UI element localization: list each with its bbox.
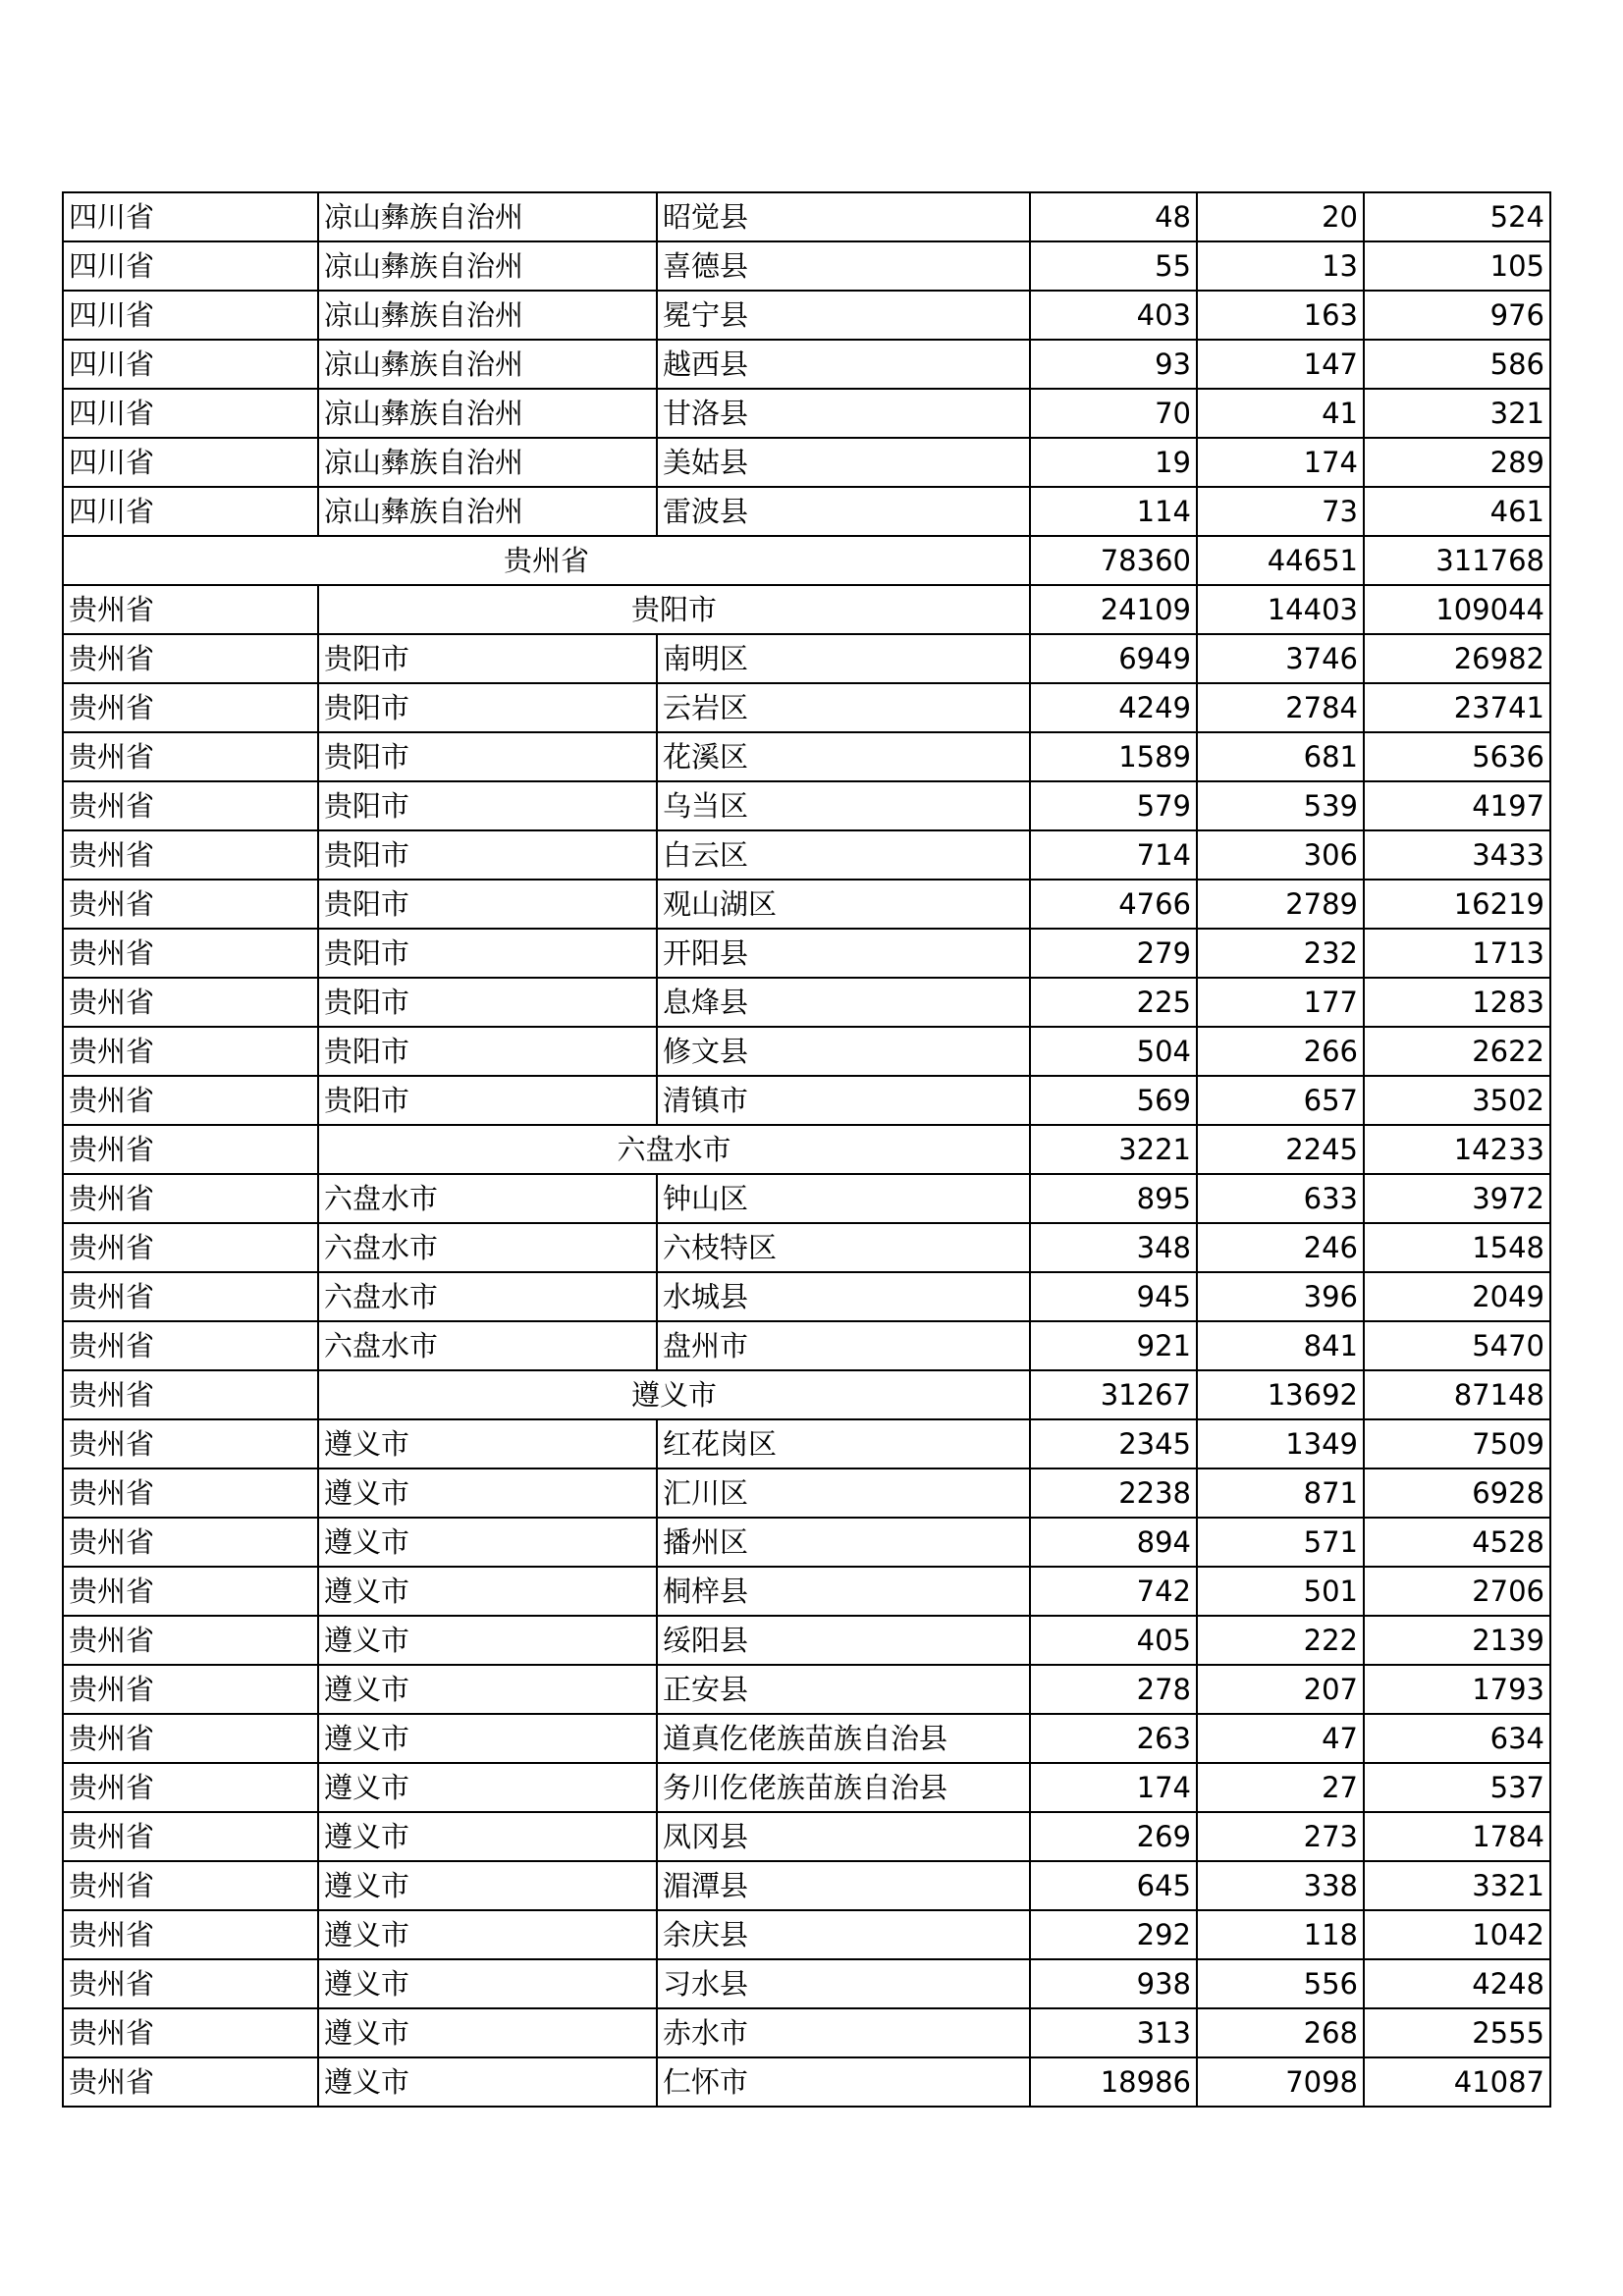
table-row bbox=[63, 1419, 1550, 1468]
value-cell-2: 871 bbox=[1197, 1468, 1364, 1518]
city-cell: 遵义市 bbox=[318, 1567, 657, 1616]
value-cell-2: 20 bbox=[1197, 192, 1364, 241]
city-cell: 遵义市 bbox=[318, 1714, 657, 1763]
city-cell: 遵义市 bbox=[318, 1910, 657, 1959]
value-cell-2: 174 bbox=[1197, 438, 1364, 487]
value-cell-1: 24109 bbox=[1030, 585, 1197, 634]
value-cell-3: 537 bbox=[1364, 1763, 1550, 1812]
county-cell: 南明区 bbox=[657, 634, 1030, 683]
value-cell-2: 177 bbox=[1197, 978, 1364, 1027]
value-cell-3: 2139 bbox=[1364, 1616, 1550, 1665]
county-cell: 白云区 bbox=[657, 830, 1030, 880]
province-cell: 四川省 bbox=[63, 192, 318, 241]
city-cell: 遵义市 bbox=[318, 1763, 657, 1812]
county-cell: 乌当区 bbox=[657, 781, 1030, 830]
table-body bbox=[63, 192, 1550, 2107]
table-row bbox=[63, 340, 1550, 389]
value-cell-1: 225 bbox=[1030, 978, 1197, 1027]
county-cell: 美姑县 bbox=[657, 438, 1030, 487]
value-cell-1: 3221 bbox=[1030, 1125, 1197, 1174]
value-cell-1: 405 bbox=[1030, 1616, 1197, 1665]
value-cell-1: 579 bbox=[1030, 781, 1197, 830]
county-cell: 汇川区 bbox=[657, 1468, 1030, 1518]
county-cell: 钟山区 bbox=[657, 1174, 1030, 1223]
value-cell-1: 93 bbox=[1030, 340, 1197, 389]
table-row bbox=[63, 536, 1550, 585]
province-cell: 四川省 bbox=[63, 487, 318, 536]
county-cell: 水城县 bbox=[657, 1272, 1030, 1321]
value-cell-1: 945 bbox=[1030, 1272, 1197, 1321]
city-cell: 贵阳市 bbox=[318, 781, 657, 830]
county-cell: 正安县 bbox=[657, 1665, 1030, 1714]
value-cell-3: 109044 bbox=[1364, 585, 1550, 634]
province-cell: 贵州省 bbox=[63, 2057, 318, 2107]
value-cell-3: 14233 bbox=[1364, 1125, 1550, 1174]
value-cell-3: 6928 bbox=[1364, 1468, 1550, 1518]
county-cell: 六枝特区 bbox=[657, 1223, 1030, 1272]
value-cell-3: 5636 bbox=[1364, 732, 1550, 781]
province-cell: 贵州省 bbox=[63, 1861, 318, 1910]
value-cell-3: 7509 bbox=[1364, 1419, 1550, 1468]
table-row bbox=[63, 1714, 1550, 1763]
table-row bbox=[63, 634, 1550, 683]
city-cell: 六盘水市 bbox=[318, 1272, 657, 1321]
value-cell-1: 313 bbox=[1030, 2008, 1197, 2057]
city-cell: 遵义市 bbox=[318, 1518, 657, 1567]
county-cell: 仁怀市 bbox=[657, 2057, 1030, 2107]
province-cell: 贵州省 bbox=[63, 1812, 318, 1861]
value-cell-3: 1793 bbox=[1364, 1665, 1550, 1714]
county-cell: 桐梓县 bbox=[657, 1567, 1030, 1616]
province-cell: 贵州省 bbox=[63, 1567, 318, 1616]
province-cell: 四川省 bbox=[63, 389, 318, 438]
value-cell-2: 556 bbox=[1197, 1959, 1364, 2008]
county-cell: 喜德县 bbox=[657, 241, 1030, 291]
value-cell-1: 894 bbox=[1030, 1518, 1197, 1567]
city-cell: 遵义市 bbox=[318, 1665, 657, 1714]
table-row bbox=[63, 732, 1550, 781]
county-cell: 红花岗区 bbox=[657, 1419, 1030, 1468]
value-cell-2: 14403 bbox=[1197, 585, 1364, 634]
county-cell: 清镇市 bbox=[657, 1076, 1030, 1125]
value-cell-3: 4248 bbox=[1364, 1959, 1550, 2008]
province-cell: 四川省 bbox=[63, 241, 318, 291]
county-cell: 习水县 bbox=[657, 1959, 1030, 2008]
table-row bbox=[63, 1665, 1550, 1714]
city-cell: 贵阳市 bbox=[318, 1076, 657, 1125]
city-cell: 六盘水市 bbox=[318, 1223, 657, 1272]
city-cell: 贵阳市 bbox=[318, 732, 657, 781]
county-cell: 甘洛县 bbox=[657, 389, 1030, 438]
value-cell-3: 5470 bbox=[1364, 1321, 1550, 1370]
value-cell-2: 273 bbox=[1197, 1812, 1364, 1861]
county-cell: 务川仡佬族苗族自治县 bbox=[657, 1763, 1030, 1812]
county-cell: 余庆县 bbox=[657, 1910, 1030, 1959]
value-cell-2: 1349 bbox=[1197, 1419, 1364, 1468]
value-cell-1: 921 bbox=[1030, 1321, 1197, 1370]
value-cell-1: 2238 bbox=[1030, 1468, 1197, 1518]
county-cell: 越西县 bbox=[657, 340, 1030, 389]
table-row bbox=[63, 1125, 1550, 1174]
city-cell: 遵义市 bbox=[318, 1812, 657, 1861]
province-cell: 贵州省 bbox=[63, 1370, 318, 1419]
value-cell-3: 586 bbox=[1364, 340, 1550, 389]
city-cell: 贵阳市 bbox=[318, 830, 657, 880]
value-cell-1: 569 bbox=[1030, 1076, 1197, 1125]
province-cell: 贵州省 bbox=[63, 1174, 318, 1223]
value-cell-3: 2555 bbox=[1364, 2008, 1550, 2057]
value-cell-3: 1784 bbox=[1364, 1812, 1550, 1861]
province-cell: 贵州省 bbox=[63, 978, 318, 1027]
value-cell-2: 501 bbox=[1197, 1567, 1364, 1616]
county-cell: 播州区 bbox=[657, 1518, 1030, 1567]
county-cell: 雷波县 bbox=[657, 487, 1030, 536]
value-cell-1: 114 bbox=[1030, 487, 1197, 536]
province-cell: 贵州省 bbox=[63, 1910, 318, 1959]
table-row bbox=[63, 1616, 1550, 1665]
value-cell-2: 13692 bbox=[1197, 1370, 1364, 1419]
province-cell: 贵州省 bbox=[63, 1076, 318, 1125]
city-cell: 遵义市 bbox=[318, 1861, 657, 1910]
province-cell: 贵州省 bbox=[63, 1665, 318, 1714]
province-cell: 贵州省 bbox=[63, 880, 318, 929]
province-cell: 贵州省 bbox=[63, 732, 318, 781]
value-cell-2: 13 bbox=[1197, 241, 1364, 291]
value-cell-1: 938 bbox=[1030, 1959, 1197, 2008]
table-row bbox=[63, 978, 1550, 1027]
value-cell-2: 44651 bbox=[1197, 536, 1364, 585]
value-cell-3: 2622 bbox=[1364, 1027, 1550, 1076]
value-cell-3: 4528 bbox=[1364, 1518, 1550, 1567]
value-cell-3: 2049 bbox=[1364, 1272, 1550, 1321]
province-cell: 贵州省 bbox=[63, 1714, 318, 1763]
city-cell: 遵义市 bbox=[318, 1419, 657, 1468]
value-cell-1: 348 bbox=[1030, 1223, 1197, 1272]
value-cell-3: 976 bbox=[1364, 291, 1550, 340]
county-cell: 湄潭县 bbox=[657, 1861, 1030, 1910]
city-cell: 贵阳市 bbox=[318, 634, 657, 683]
value-cell-3: 461 bbox=[1364, 487, 1550, 536]
value-cell-1: 269 bbox=[1030, 1812, 1197, 1861]
province-cell: 贵州省 bbox=[63, 683, 318, 732]
table-row bbox=[63, 880, 1550, 929]
county-cell: 昭觉县 bbox=[657, 192, 1030, 241]
value-cell-3: 3433 bbox=[1364, 830, 1550, 880]
table-row bbox=[63, 1468, 1550, 1518]
table-row bbox=[63, 291, 1550, 340]
value-cell-3: 23741 bbox=[1364, 683, 1550, 732]
value-cell-2: 2245 bbox=[1197, 1125, 1364, 1174]
table-row bbox=[63, 2057, 1550, 2107]
province-cell: 贵州省 bbox=[63, 585, 318, 634]
city-total-cell: 六盘水市 bbox=[318, 1125, 1030, 1174]
county-cell: 盘州市 bbox=[657, 1321, 1030, 1370]
province-cell: 四川省 bbox=[63, 340, 318, 389]
value-cell-2: 118 bbox=[1197, 1910, 1364, 1959]
value-cell-2: 7098 bbox=[1197, 2057, 1364, 2107]
value-cell-3: 3972 bbox=[1364, 1174, 1550, 1223]
value-cell-2: 41 bbox=[1197, 389, 1364, 438]
table-row bbox=[63, 585, 1550, 634]
value-cell-2: 2784 bbox=[1197, 683, 1364, 732]
city-cell: 凉山彝族自治州 bbox=[318, 389, 657, 438]
province-cell: 贵州省 bbox=[63, 2008, 318, 2057]
table-row bbox=[63, 487, 1550, 536]
value-cell-2: 47 bbox=[1197, 1714, 1364, 1763]
table-row bbox=[63, 1812, 1550, 1861]
value-cell-2: 27 bbox=[1197, 1763, 1364, 1812]
county-cell: 开阳县 bbox=[657, 929, 1030, 978]
county-cell: 赤水市 bbox=[657, 2008, 1030, 2057]
value-cell-3: 1713 bbox=[1364, 929, 1550, 978]
province-cell: 四川省 bbox=[63, 438, 318, 487]
city-cell: 凉山彝族自治州 bbox=[318, 487, 657, 536]
table-row bbox=[63, 1959, 1550, 2008]
value-cell-3: 41087 bbox=[1364, 2057, 1550, 2107]
value-cell-3: 524 bbox=[1364, 192, 1550, 241]
city-cell: 贵阳市 bbox=[318, 1027, 657, 1076]
value-cell-1: 19 bbox=[1030, 438, 1197, 487]
table-row bbox=[63, 1861, 1550, 1910]
city-cell: 六盘水市 bbox=[318, 1321, 657, 1370]
value-cell-1: 1589 bbox=[1030, 732, 1197, 781]
table-row bbox=[63, 1076, 1550, 1125]
province-cell: 贵州省 bbox=[63, 1959, 318, 2008]
city-cell: 贵阳市 bbox=[318, 929, 657, 978]
value-cell-1: 48 bbox=[1030, 192, 1197, 241]
province-total-cell: 贵州省 bbox=[63, 536, 1030, 585]
value-cell-1: 742 bbox=[1030, 1567, 1197, 1616]
table-row bbox=[63, 830, 1550, 880]
value-cell-1: 4249 bbox=[1030, 683, 1197, 732]
province-cell: 贵州省 bbox=[63, 1125, 318, 1174]
city-cell: 遵义市 bbox=[318, 2008, 657, 2057]
county-cell: 冕宁县 bbox=[657, 291, 1030, 340]
value-cell-1: 18986 bbox=[1030, 2057, 1197, 2107]
province-cell: 贵州省 bbox=[63, 1272, 318, 1321]
value-cell-1: 263 bbox=[1030, 1714, 1197, 1763]
value-cell-3: 311768 bbox=[1364, 536, 1550, 585]
value-cell-2: 73 bbox=[1197, 487, 1364, 536]
value-cell-2: 147 bbox=[1197, 340, 1364, 389]
table-row bbox=[63, 2008, 1550, 2057]
city-cell: 凉山彝族自治州 bbox=[318, 241, 657, 291]
table-row bbox=[63, 781, 1550, 830]
value-cell-3: 16219 bbox=[1364, 880, 1550, 929]
city-cell: 遵义市 bbox=[318, 1616, 657, 1665]
value-cell-1: 174 bbox=[1030, 1763, 1197, 1812]
table-row bbox=[63, 1174, 1550, 1223]
city-cell: 贵阳市 bbox=[318, 880, 657, 929]
table-row bbox=[63, 389, 1550, 438]
province-cell: 贵州省 bbox=[63, 634, 318, 683]
city-cell: 遵义市 bbox=[318, 1468, 657, 1518]
value-cell-2: 2789 bbox=[1197, 880, 1364, 929]
value-cell-1: 31267 bbox=[1030, 1370, 1197, 1419]
value-cell-3: 321 bbox=[1364, 389, 1550, 438]
city-cell: 凉山彝族自治州 bbox=[318, 438, 657, 487]
county-cell: 云岩区 bbox=[657, 683, 1030, 732]
province-cell: 贵州省 bbox=[63, 1419, 318, 1468]
value-cell-3: 87148 bbox=[1364, 1370, 1550, 1419]
county-cell: 息烽县 bbox=[657, 978, 1030, 1027]
value-cell-3: 289 bbox=[1364, 438, 1550, 487]
table-row bbox=[63, 192, 1550, 241]
county-cell: 观山湖区 bbox=[657, 880, 1030, 929]
value-cell-2: 222 bbox=[1197, 1616, 1364, 1665]
province-cell: 贵州省 bbox=[63, 781, 318, 830]
province-cell: 贵州省 bbox=[63, 1468, 318, 1518]
value-cell-3: 634 bbox=[1364, 1714, 1550, 1763]
county-cell: 凤冈县 bbox=[657, 1812, 1030, 1861]
table-row bbox=[63, 683, 1550, 732]
city-cell: 贵阳市 bbox=[318, 978, 657, 1027]
value-cell-1: 55 bbox=[1030, 241, 1197, 291]
province-cell: 贵州省 bbox=[63, 1763, 318, 1812]
value-cell-2: 232 bbox=[1197, 929, 1364, 978]
value-cell-2: 207 bbox=[1197, 1665, 1364, 1714]
value-cell-3: 3502 bbox=[1364, 1076, 1550, 1125]
county-cell: 花溪区 bbox=[657, 732, 1030, 781]
value-cell-3: 1548 bbox=[1364, 1223, 1550, 1272]
value-cell-3: 1042 bbox=[1364, 1910, 1550, 1959]
data-table bbox=[62, 191, 1551, 2108]
county-cell: 修文县 bbox=[657, 1027, 1030, 1076]
city-cell: 凉山彝族自治州 bbox=[318, 340, 657, 389]
city-cell: 凉山彝族自治州 bbox=[318, 192, 657, 241]
value-cell-1: 279 bbox=[1030, 929, 1197, 978]
county-cell: 道真仡佬族苗族自治县 bbox=[657, 1714, 1030, 1763]
value-cell-3: 105 bbox=[1364, 241, 1550, 291]
value-cell-2: 246 bbox=[1197, 1223, 1364, 1272]
table-row bbox=[63, 929, 1550, 978]
value-cell-3: 4197 bbox=[1364, 781, 1550, 830]
table-row bbox=[63, 1223, 1550, 1272]
table-row bbox=[63, 1910, 1550, 1959]
value-cell-2: 396 bbox=[1197, 1272, 1364, 1321]
city-cell: 遵义市 bbox=[318, 1959, 657, 2008]
city-cell: 贵阳市 bbox=[318, 683, 657, 732]
table-row bbox=[63, 1272, 1550, 1321]
value-cell-2: 306 bbox=[1197, 830, 1364, 880]
value-cell-1: 504 bbox=[1030, 1027, 1197, 1076]
value-cell-2: 571 bbox=[1197, 1518, 1364, 1567]
table-row bbox=[63, 1567, 1550, 1616]
value-cell-1: 292 bbox=[1030, 1910, 1197, 1959]
table-row bbox=[63, 1518, 1550, 1567]
value-cell-1: 714 bbox=[1030, 830, 1197, 880]
value-cell-2: 3746 bbox=[1197, 634, 1364, 683]
value-cell-2: 633 bbox=[1197, 1174, 1364, 1223]
table-row bbox=[63, 1321, 1550, 1370]
value-cell-2: 266 bbox=[1197, 1027, 1364, 1076]
city-total-cell: 贵阳市 bbox=[318, 585, 1030, 634]
value-cell-3: 2706 bbox=[1364, 1567, 1550, 1616]
value-cell-1: 4766 bbox=[1030, 880, 1197, 929]
value-cell-2: 539 bbox=[1197, 781, 1364, 830]
value-cell-1: 78360 bbox=[1030, 536, 1197, 585]
value-cell-1: 70 bbox=[1030, 389, 1197, 438]
value-cell-1: 278 bbox=[1030, 1665, 1197, 1714]
province-cell: 四川省 bbox=[63, 291, 318, 340]
value-cell-2: 268 bbox=[1197, 2008, 1364, 2057]
province-cell: 贵州省 bbox=[63, 1518, 318, 1567]
city-cell: 六盘水市 bbox=[318, 1174, 657, 1223]
value-cell-3: 1283 bbox=[1364, 978, 1550, 1027]
value-cell-1: 2345 bbox=[1030, 1419, 1197, 1468]
province-cell: 贵州省 bbox=[63, 929, 318, 978]
county-cell: 绥阳县 bbox=[657, 1616, 1030, 1665]
value-cell-1: 895 bbox=[1030, 1174, 1197, 1223]
table-row bbox=[63, 241, 1550, 291]
province-cell: 贵州省 bbox=[63, 1027, 318, 1076]
province-cell: 贵州省 bbox=[63, 830, 318, 880]
value-cell-2: 338 bbox=[1197, 1861, 1364, 1910]
province-cell: 贵州省 bbox=[63, 1321, 318, 1370]
value-cell-1: 403 bbox=[1030, 291, 1197, 340]
city-total-cell: 遵义市 bbox=[318, 1370, 1030, 1419]
value-cell-1: 645 bbox=[1030, 1861, 1197, 1910]
value-cell-3: 26982 bbox=[1364, 634, 1550, 683]
province-cell: 贵州省 bbox=[63, 1616, 318, 1665]
value-cell-1: 6949 bbox=[1030, 634, 1197, 683]
city-cell: 遵义市 bbox=[318, 2057, 657, 2107]
table-row bbox=[63, 1027, 1550, 1076]
value-cell-2: 841 bbox=[1197, 1321, 1364, 1370]
value-cell-2: 657 bbox=[1197, 1076, 1364, 1125]
table-row bbox=[63, 1370, 1550, 1419]
value-cell-3: 3321 bbox=[1364, 1861, 1550, 1910]
table-row bbox=[63, 438, 1550, 487]
table-row bbox=[63, 1763, 1550, 1812]
value-cell-2: 681 bbox=[1197, 732, 1364, 781]
city-cell: 凉山彝族自治州 bbox=[318, 291, 657, 340]
value-cell-2: 163 bbox=[1197, 291, 1364, 340]
province-cell: 贵州省 bbox=[63, 1223, 318, 1272]
